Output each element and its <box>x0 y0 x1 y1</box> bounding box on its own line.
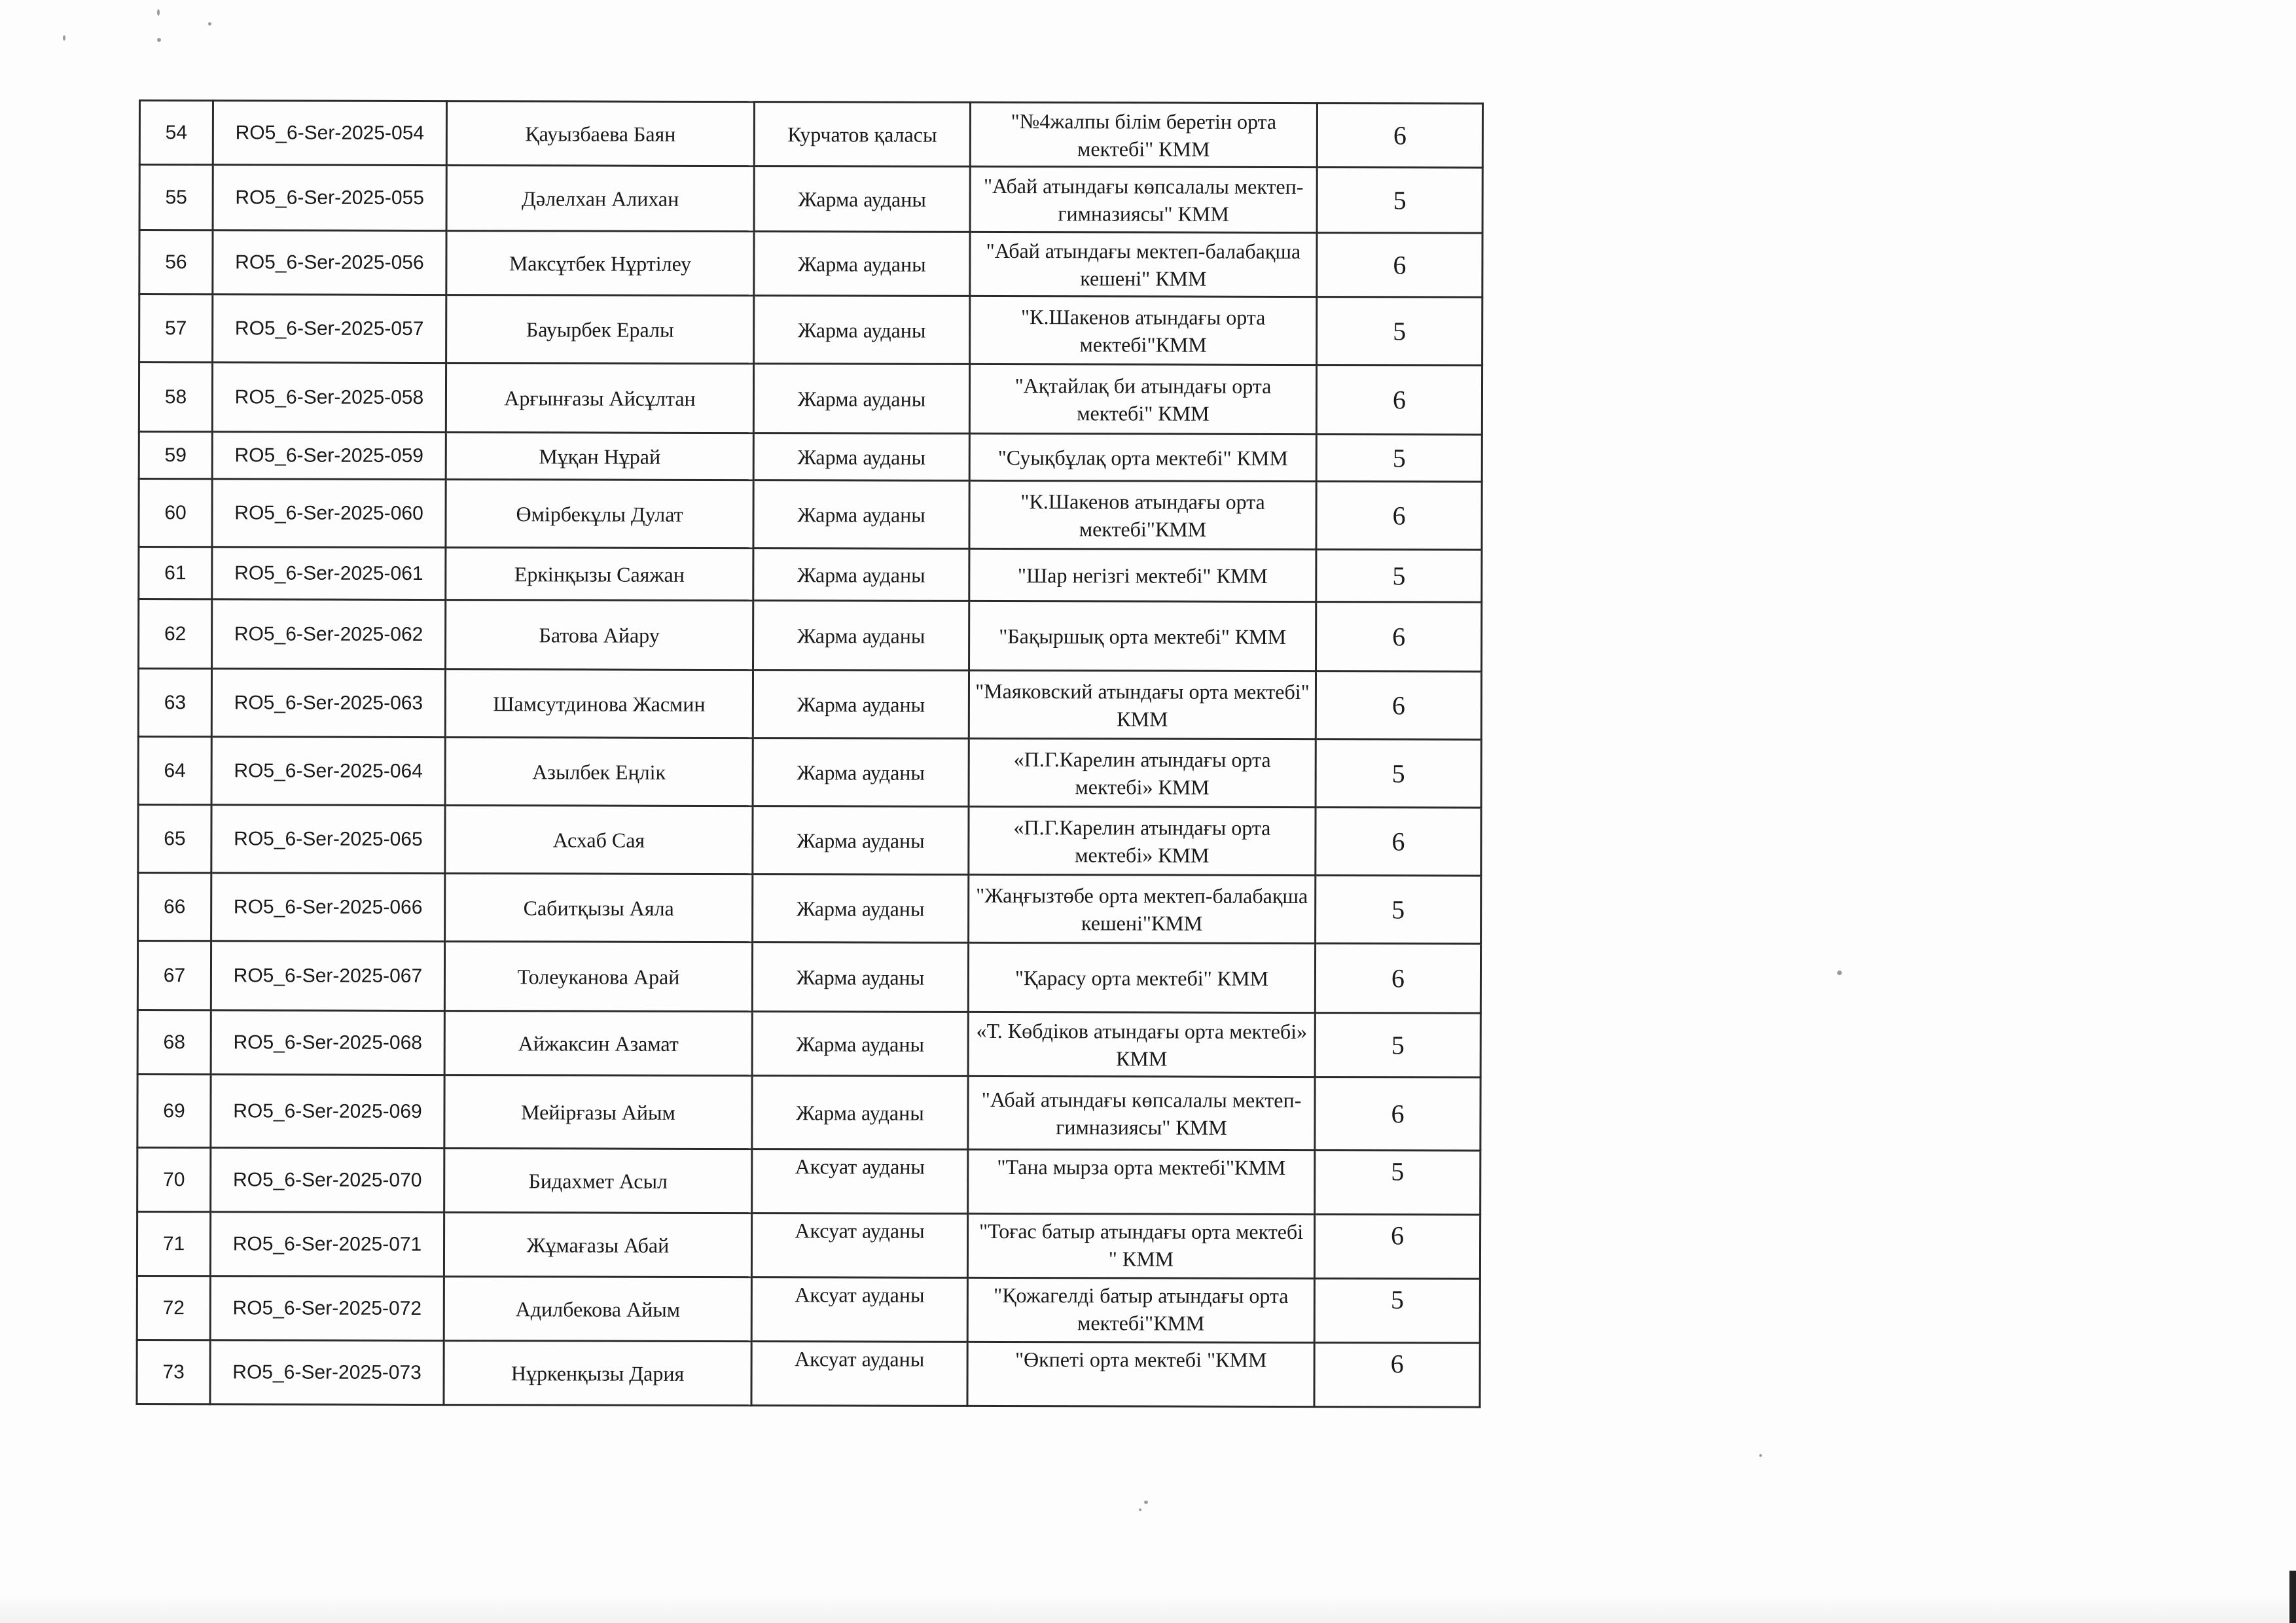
row-number-cell: 55 <box>139 165 213 230</box>
participant-code-cell: RO5_6-Ser-2025-065 <box>211 805 445 874</box>
grade-cell: 5 <box>1316 435 1482 482</box>
participant-code-cell: RO5_6-Ser-2025-073 <box>210 1340 444 1405</box>
grade-cell: 6 <box>1314 1215 1480 1279</box>
row-number-cell: 57 <box>139 294 213 363</box>
scan-speck <box>157 9 160 16</box>
participant-name-cell: Батова Айару <box>446 600 753 670</box>
participant-code-cell: RO5_6-Ser-2025-066 <box>211 873 445 942</box>
grade-cell: 5 <box>1316 740 1481 808</box>
scan-speck <box>1759 1454 1762 1457</box>
grade-cell: 6 <box>1315 1077 1480 1151</box>
participant-code-cell: RO5_6-Ser-2025-063 <box>211 669 445 738</box>
row-number-cell: 66 <box>138 873 211 941</box>
school-name-cell: "Қожагелді батыр атындағы орта мектебі"КММ <box>967 1277 1314 1342</box>
participant-code-cell: RO5_6-Ser-2025-072 <box>210 1276 444 1341</box>
grade-cell: 5 <box>1316 550 1482 603</box>
grade-cell: 5 <box>1314 1279 1480 1344</box>
participant-code-cell: RO5_6-Ser-2025-068 <box>211 1010 444 1075</box>
district-cell: Жарма ауданы <box>753 433 969 481</box>
row-number-cell: 72 <box>137 1275 210 1340</box>
participant-name-cell: Мұқан Нұрай <box>446 433 753 480</box>
results-table-body <box>137 101 1483 1408</box>
table-row <box>139 599 1482 672</box>
school-name-cell: "Қарасу орта мектебі" КММ <box>968 942 1315 1012</box>
participant-code-cell: RO5_6-Ser-2025-057 <box>213 294 446 363</box>
table-row <box>139 432 1482 482</box>
scan-speck <box>1144 1501 1148 1504</box>
participant-name-cell: Бидахмет Асыл <box>444 1149 752 1213</box>
school-name-cell: "Ақтайлақ би атындағы орта мектебі" КММ <box>969 364 1316 434</box>
participant-code-cell: RO5_6-Ser-2025-071 <box>210 1212 444 1277</box>
participant-name-cell: Бауырбек Ералы <box>446 295 754 364</box>
participant-code-cell: RO5_6-Ser-2025-062 <box>212 599 446 669</box>
table-row <box>139 101 1482 168</box>
participant-code-cell: RO5_6-Ser-2025-055 <box>213 165 446 231</box>
district-cell: Жарма ауданы <box>752 942 968 1012</box>
school-name-cell: "Тана мырза орта мектебі"КММ <box>968 1149 1315 1214</box>
participant-name-cell: Максұтбек Нұртілеу <box>446 231 754 296</box>
row-number-cell: 54 <box>139 101 213 165</box>
table-row <box>139 363 1482 435</box>
school-name-cell: "Шар негізгі мектебі" КММ <box>969 548 1316 601</box>
district-cell: Жарма ауданы <box>753 874 969 943</box>
table-row <box>138 805 1481 876</box>
participant-name-cell: Нұркенқызы Дария <box>444 1341 751 1406</box>
grade-cell: 5 <box>1317 297 1482 366</box>
table-row <box>138 873 1481 944</box>
district-cell: Жарма ауданы <box>752 1012 968 1077</box>
district-cell: Жарма ауданы <box>753 806 969 875</box>
table-row <box>137 941 1480 1014</box>
district-cell: Жарма ауданы <box>753 738 969 807</box>
participant-name-cell: Жұмағазы Абай <box>444 1213 751 1277</box>
district-cell: Аксуат ауданы <box>751 1342 967 1406</box>
table-row <box>137 1074 1480 1150</box>
grade-cell: 6 <box>1315 944 1480 1014</box>
school-name-cell: "Тоғас батыр атындағы орта мектебі " КММ <box>967 1213 1314 1278</box>
scan-speck <box>1837 971 1842 975</box>
table-row <box>139 230 1482 298</box>
row-number-cell: 64 <box>138 737 211 805</box>
participant-code-cell: RO5_6-Ser-2025-069 <box>211 1075 444 1149</box>
table-row <box>139 547 1482 603</box>
participant-code-cell: RO5_6-Ser-2025-070 <box>211 1148 444 1213</box>
school-name-cell: "Абай атындағы көпсалалы мектеп-гимназиясы" КММ <box>968 1076 1315 1150</box>
participant-name-cell: Қауызбаева Баян <box>446 101 754 166</box>
row-number-cell: 68 <box>137 1010 211 1074</box>
scan-speck <box>63 35 65 41</box>
table-row <box>139 479 1482 550</box>
grade-cell: 6 <box>1316 671 1481 740</box>
school-name-cell: "Абай атындағы көпсалалы мектеп-гимназиясы" КММ <box>970 166 1317 232</box>
participant-code-cell: RO5_6-Ser-2025-067 <box>211 941 444 1011</box>
grade-cell: 6 <box>1316 365 1482 435</box>
row-number-cell: 61 <box>139 547 212 599</box>
school-name-cell: "К.Шакенов атындағы орта мектебі"КММ <box>969 480 1316 549</box>
participant-name-cell: Толеуканова Арай <box>444 942 752 1012</box>
row-number-cell: 67 <box>137 941 211 1010</box>
row-number-cell: 63 <box>138 669 211 737</box>
school-name-cell: "Маяковский атындағы орта мектебі" КММ <box>969 670 1316 739</box>
district-cell: Жарма ауданы <box>752 1076 968 1150</box>
grade-cell: 6 <box>1317 103 1482 168</box>
table-row <box>137 1147 1480 1215</box>
school-name-cell: "Абай атындағы мектеп-балабақша кешені" КММ <box>970 232 1317 296</box>
row-number-cell: 62 <box>139 599 212 669</box>
table-row <box>137 1010 1480 1077</box>
table-row <box>139 165 1482 234</box>
table-row <box>137 1275 1480 1343</box>
participant-name-cell: Шамсутдинова Жасмин <box>445 669 753 738</box>
participant-name-cell: Адилбекова Айым <box>444 1277 751 1342</box>
scan-speck <box>157 38 161 42</box>
row-number-cell: 59 <box>139 432 212 479</box>
participant-name-cell: Дәлелхан Алихан <box>446 166 754 232</box>
participant-name-cell: Асхаб Сая <box>445 806 753 874</box>
participant-name-cell: Азылбек Еңлік <box>445 738 753 806</box>
grade-cell: 6 <box>1314 1343 1480 1408</box>
grade-cell: 5 <box>1315 1150 1480 1215</box>
grade-cell: 5 <box>1315 1013 1480 1078</box>
district-cell: Аксуат ауданы <box>751 1213 967 1278</box>
scan-edge-mark <box>2289 1571 2296 1623</box>
participant-name-cell: Айжаксин Азамат <box>444 1011 752 1076</box>
table-row <box>138 669 1481 740</box>
district-cell: Жарма ауданы <box>753 548 969 601</box>
grade-cell: 6 <box>1316 482 1482 550</box>
row-number-cell: 58 <box>139 363 212 432</box>
row-number-cell: 65 <box>138 805 211 873</box>
row-number-cell: 69 <box>137 1074 211 1147</box>
school-name-cell: "Суықбұлақ орта мектебі" КММ <box>969 433 1316 481</box>
row-number-cell: 60 <box>139 479 212 547</box>
district-cell: Жарма ауданы <box>753 364 969 434</box>
participant-name-cell: Арғынғазы Айсұлтан <box>446 363 753 433</box>
grade-cell: 5 <box>1316 876 1481 944</box>
district-cell: Жарма ауданы <box>754 232 970 296</box>
participant-code-cell: RO5_6-Ser-2025-061 <box>212 547 446 600</box>
school-name-cell: "К.Шакенов атындағы орта мектебі"КММ <box>970 296 1317 365</box>
district-cell: Аксуат ауданы <box>752 1149 968 1214</box>
district-cell: Жарма ауданы <box>753 480 969 549</box>
participant-name-cell: Еркінқызы Саяжан <box>446 548 753 601</box>
school-name-cell: "Жаңғызтөбе орта мектеп-балабақша кешені"КММ <box>969 874 1316 943</box>
table-row <box>138 737 1481 808</box>
school-name-cell: "№4жалпы білім беретін орта мектебі" КММ <box>970 102 1317 167</box>
participant-code-cell: RO5_6-Ser-2025-060 <box>212 479 446 548</box>
participant-code-cell: RO5_6-Ser-2025-058 <box>212 363 446 433</box>
participant-code-cell: RO5_6-Ser-2025-054 <box>213 101 446 166</box>
row-number-cell: 71 <box>137 1211 210 1275</box>
row-number-cell: 56 <box>139 230 213 294</box>
district-cell: Жарма ауданы <box>753 670 969 739</box>
participant-code-cell: RO5_6-Ser-2025-059 <box>212 432 446 480</box>
grade-cell: 6 <box>1317 233 1482 298</box>
grade-cell: 6 <box>1316 602 1482 672</box>
scan-speck <box>1139 1508 1141 1511</box>
district-cell: Аксуат ауданы <box>751 1277 967 1342</box>
participant-code-cell: RO5_6-Ser-2025-064 <box>211 737 445 806</box>
district-cell: Жарма ауданы <box>753 601 969 671</box>
results-table <box>135 99 1484 1408</box>
school-name-cell: «П.Г.Карелин атындағы орта мектебі» КММ <box>969 738 1316 807</box>
participant-name-cell: Сабитқызы Аяла <box>445 874 753 942</box>
grade-cell: 6 <box>1316 808 1481 876</box>
scan-bottom-shade <box>0 1594 2288 1623</box>
participant-name-cell: Өмірбекұлы Дулат <box>446 480 753 548</box>
table-row <box>137 1211 1480 1279</box>
school-name-cell: «Т. Көбдіков атындағы орта мектебі» КММ <box>968 1012 1315 1077</box>
school-name-cell: «П.Г.Карелин атындағы орта мектебі» КММ <box>969 806 1316 875</box>
grade-cell: 5 <box>1317 168 1482 234</box>
participant-name-cell: Мейірғазы Айым <box>444 1075 752 1149</box>
table-row <box>139 294 1482 366</box>
scan-speck <box>208 22 211 26</box>
school-name-cell: "Бақыршық орта мектебі" КММ <box>969 601 1316 671</box>
district-cell: Жарма ауданы <box>754 296 970 365</box>
participant-code-cell: RO5_6-Ser-2025-056 <box>213 230 446 295</box>
row-number-cell: 73 <box>137 1340 210 1404</box>
district-cell: Жарма ауданы <box>754 166 970 232</box>
row-number-cell: 70 <box>137 1147 211 1211</box>
school-name-cell: "Өкпеті орта мектебі "КММ <box>967 1342 1314 1406</box>
table-row <box>137 1340 1480 1407</box>
district-cell: Курчатов қаласы <box>754 102 970 167</box>
